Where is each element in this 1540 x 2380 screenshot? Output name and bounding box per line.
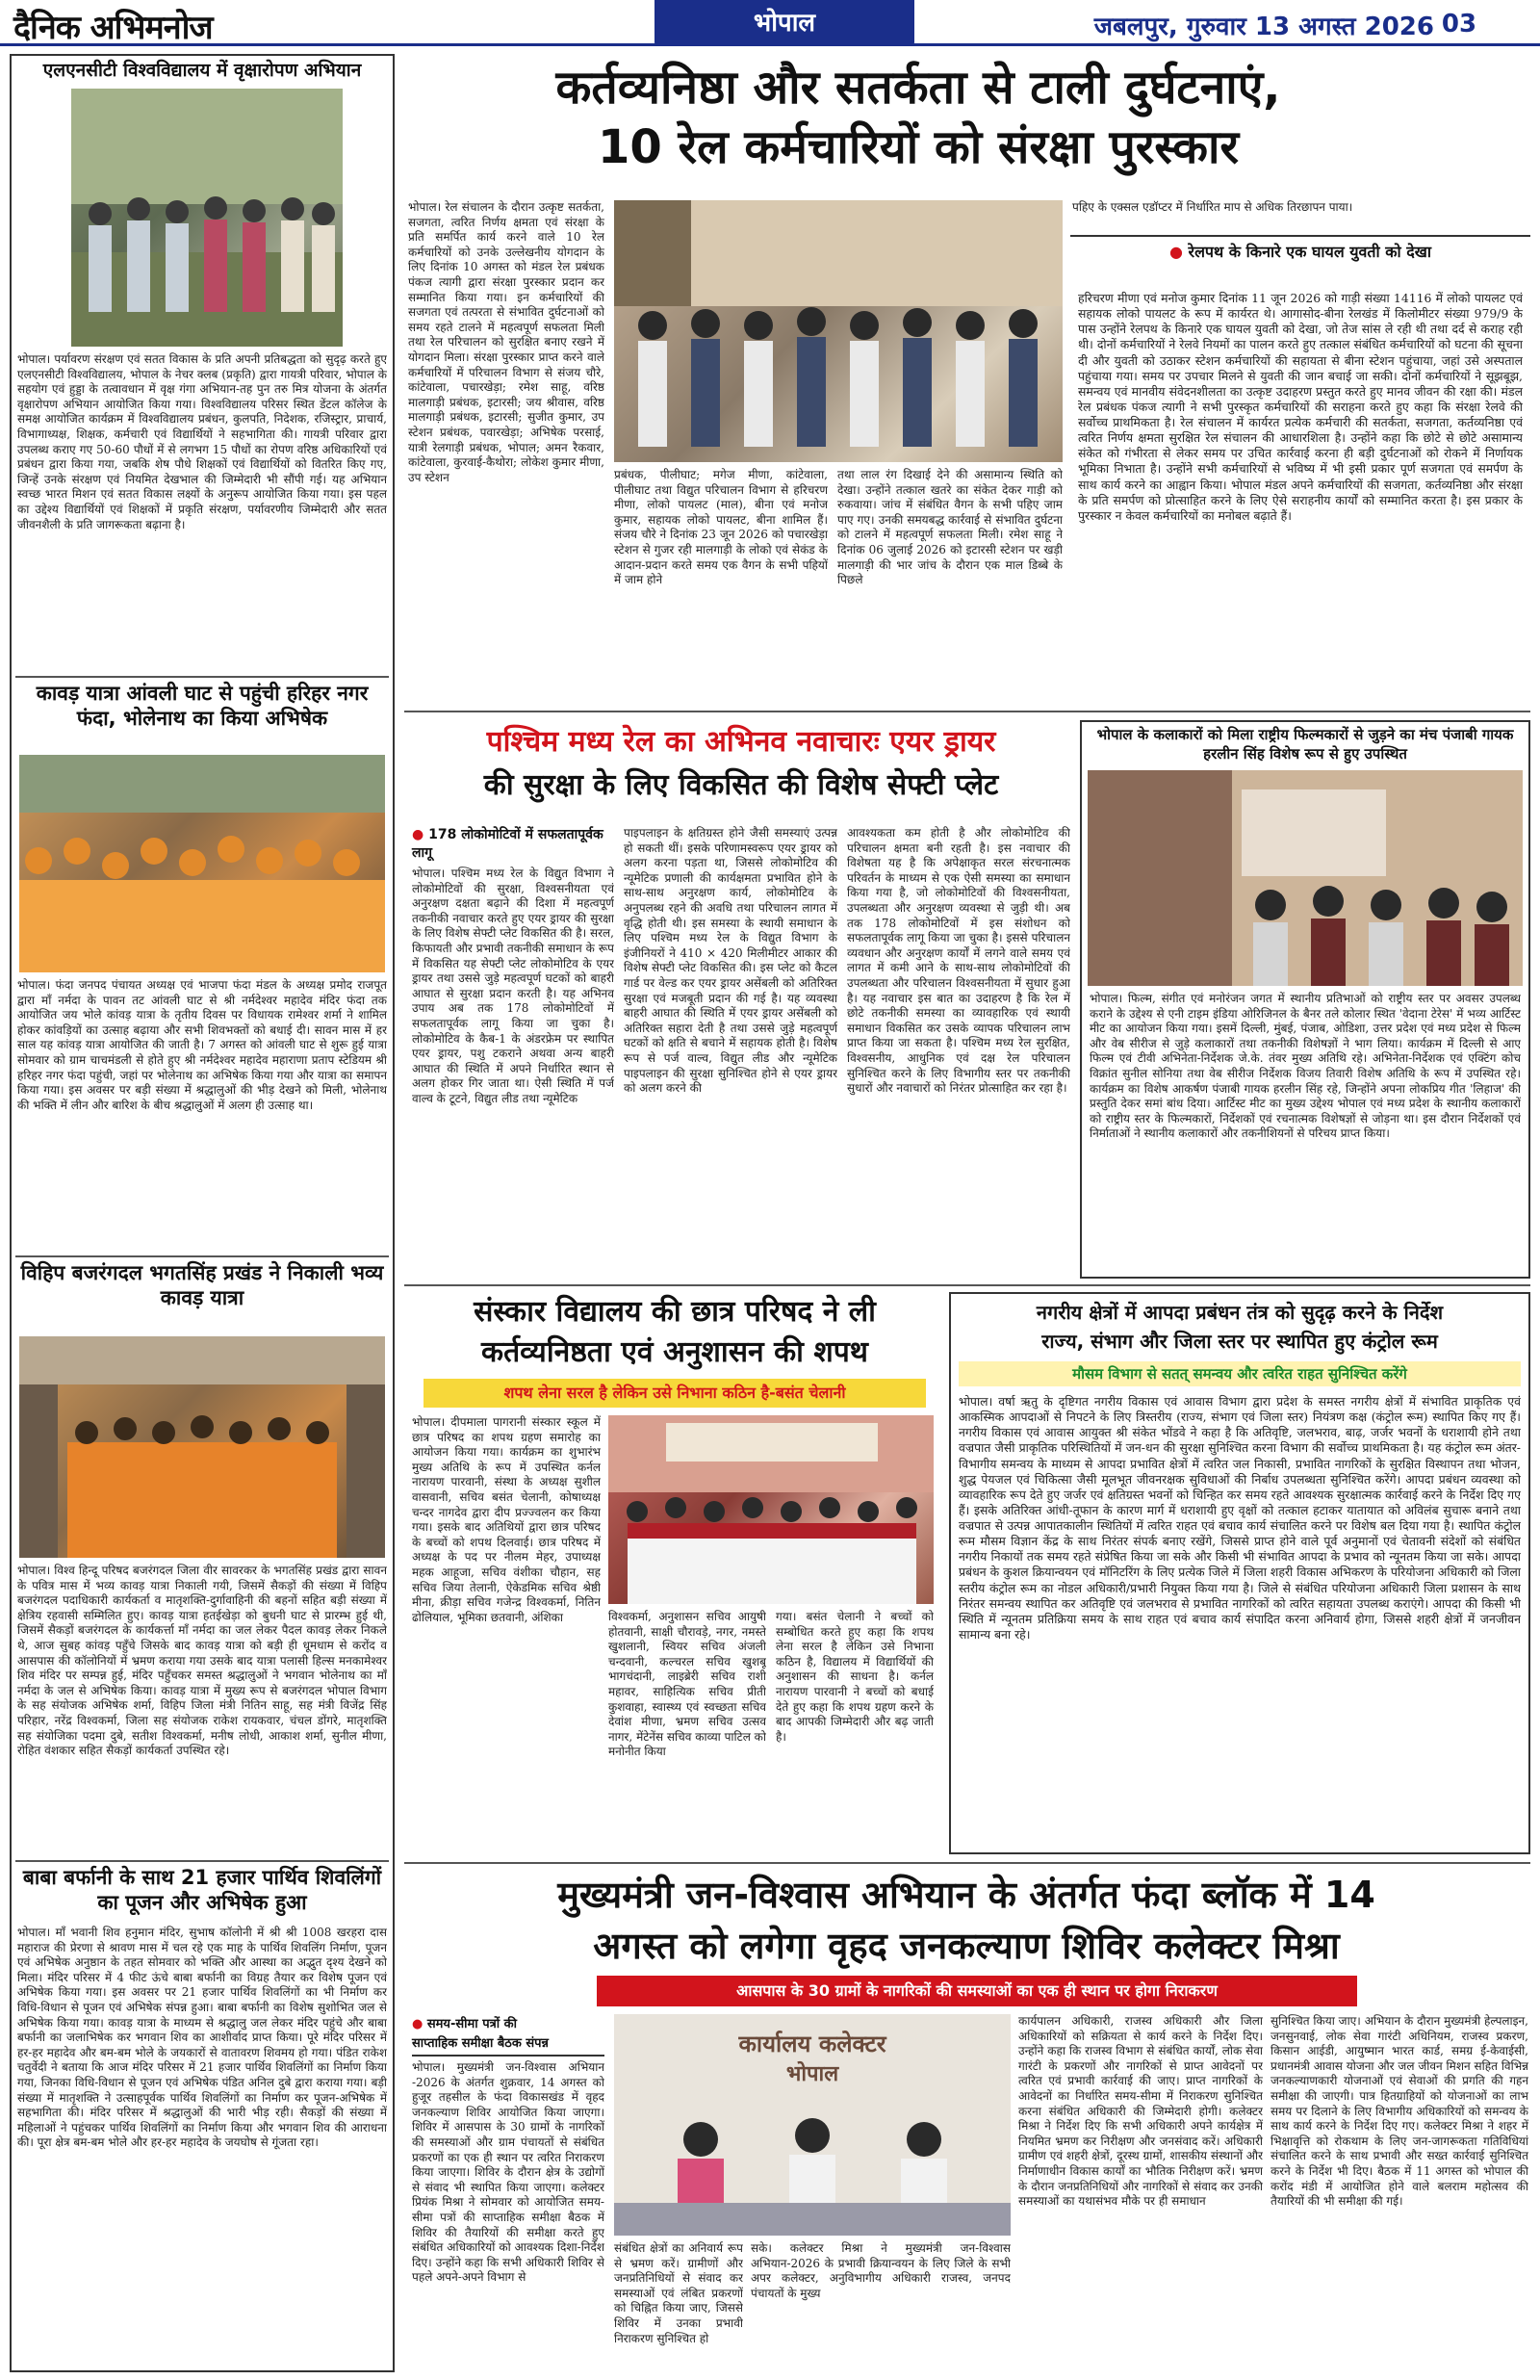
school-headline <box>408 1292 941 1373</box>
section-tab: भोपाल <box>654 0 914 46</box>
wcr-headline-line2: की सुरक्षा के लिए विकसित की विशेष सेफ्टी प्लेट <box>483 768 999 802</box>
sidebar-headline <box>1078 243 1523 263</box>
barfani-headline: बाबा बर्फानी के साथ 21 हजार पार्थिव शिवलिंगों का पूजन और अभिषेक हुआ <box>22 1866 382 1914</box>
lead-col4: पहिए के एक्सल एडॉप्टर में निर्धारित माप से अधिक तिरछापन पाया। <box>1072 200 1353 214</box>
divider <box>404 711 1530 712</box>
wcr-headline <box>408 720 1074 807</box>
kawad-headline: कावड़ यात्रा आंवली घाट से पहुंची हरिहर नगर फंदा, भोलेनाथ का किया अभिषेक <box>36 682 369 730</box>
collector-photo-art <box>614 2014 1011 2236</box>
vhp-photo-art <box>19 1336 385 1558</box>
collector-sign-line1: कार्यालय कलेक्टर <box>738 2031 886 2057</box>
sidebar-headline-text: रेलपथ के किनारे एक घायल युवती को देखा <box>1188 243 1431 261</box>
disaster-body: भोपाल। वर्षा ऋतु के दृष्टिगत नगरीय विकास एवं आवास विभाग द्वारा प्रदेश के समस्त नगरीय क्षेत्रों में संभावित प्राकृतिक एवं आकस्मिक आपदाओं से निपटने के लिए त्रिस्तरीय (राज्य, संभाग एवं जिला स्तर) नियंत्रण कक्ष (कंट्रोल रूम) स्थापित किए गए हैं। नगरीय विकास एवं आवास आयुक्त श्री संकेत भोंडवे ने कहा है कि अतिवृष्टि, जलभराव, बाढ़, जर्जर भवनों के धराशायी होने तथा वज्रपात जैसी प्राकृतिक परिस्थितियों में जन-धन की सुरक्षा सुनिश्चित करना विभाग की सर्वोच्च प्राथमिकता है। यह कंट्रोल रूम अंतर-विभागीय समन्वय के माध्यम से आपदा प्रभावित क्षेत्रों में त्वरित जल निकासी, प्रभावित नागरिकों के सुरक्षित विस्थापन तथा भोजन, शुद्ध पेयजल एवं चिकित्सा जैसी मूलभूत जीवनरक्षक सुविधाओं की निर्बाध उपलब्धता सुनिश्चित करेंगे। आपदा प्रबंधन व्यवस्था को व्यावहारिक रूप देते हुए जर्जर एवं क्षतिग्रस्त भवनों को चिन्हित कर समय रहते आवश्यक सुरक्षात्मक कार्रवाई करने के निर्देश दिए गए हैं। इसके अतिरिक्त आंधी-तूफान के कारण मार्ग में धराशायी हुए वृक्षों को तत्काल हटाकर यातायात को अविलंब सुचारू बनाने तथा वज्रपात से उत्पन्न आपातकालीन स्थितियों में त्वरित राहत एवं बचाव कार्य संचालित करने पर विशेष बल दिया गया है। स्थापित कंट्रोल रूम मौसम विज्ञान केंद्र के साथ निरंतर संपर्क बनाए रखेंगे, जिससे प्राप्त होने वाले पूर्व अनुमानों एवं चेतावनी संदेशों को संबंधित नगरीय निकायों तक समय रहते संप्रेषित किया जा सके और किसी भी संभावित आपदा के प्रभाव को न्यूनतम किया जा सके। आपदा प्रबंधन के कुशल क्रियान्वयन एवं मॉनिटरिंग के लिए प्रत्येक जिले में जिला शहरी विकास अभिकरण के परियोजना अधिकारी को जिला स्तरीय कंट्रोल रूम का नोडल अधिकारी/प्रभारी नियुक्त किया गया है। जिले से संबंधित परियोजना अधिकारी जिला प्रशासन के साथ निरंतर समन्वय स्थापित कर अतिवृष्टि एवं जलभराव से प्रभावित नागरिकों को त्वरित सहायता उपलब्ध कराएंगे। आपदा की किसी भी स्थिति में न्यूनतम प्रतिक्रिया समय के साथ राहत एवं बचाव कार्य संपादित करना अनिवार्य होगा, जिससे शहरी क्षेत्रों में जनजीवन सामान्य बना रहे। <box>959 1394 1521 1642</box>
cm-col4: कार्यपालन अधिकारी, राजस्व अधिकारी और जिला अधिकारियों को सक्रियता से कार्य करने के निर्देश दिए। उन्होंने कहा कि राजस्व विभाग से संबंधित कार्यों, लोक सेवा गारंटी के प्रकरणों और नागरिकों से प्राप्त आवेदनों पर त्वरित एवं प्रभावी कार्रवाई की जाए। प्राप्त नागरिकों के आवेदनों का निर्धारित समय-सीमा में निराकरण सुनिश्चित करना संबंधित अधिकारी की जिम्मेदारी होगी। कलेक्टर मिश्रा ने निर्देश दिए कि सभी अधिकारी अपने कार्यक्षेत्र में नियमित भ्रमण कर निरीक्षण और जनसंवाद करें। अधिकारी ग्रामीण एवं शहरी क्षेत्रों, दूरस्थ ग्रामों, शासकीय संस्थानों और निर्माणाधीन विकास कार्यों का भौतिक निरीक्षण करें। भ्रमण के दौरान जनप्रतिनिधियों और नागरिकों से संवाद कर उनकी समस्याओं का यथासंभव मौके पर ही समाधान <box>1018 2014 1263 2209</box>
lnct-body: भोपाल। पर्यावरण संरक्षण एवं सतत विकास के प्रति अपनी प्रतिबद्धता को सुदृढ़ करते हुए एलएनसीटी विश्वविद्यालय, भोपाल के नेचर क्लब (प्रकृति) द्वारा गायत्री परिवार, भोपाल के सहयोग एवं हुड्डा के तत्वावधान में वृक्ष गंगा अभियान-तह पुन तरु मित्र योजना के अंतर्गत वृक्षारोपण अभियान आयोजित किया गया। विश्वविद्यालय परिसर स्थित डेंटल कॉलेज के समक्ष आयोजित कार्यक्रम में विश्वविद्यालय प्रबंधन, कुलपति, निदेशक, रजिस्ट्रार, प्राचार्य, विभागाध्यक्ष, शिक्षक, कर्मचारी एवं विद्यार्थियों ने सहभागिता की। गायत्री परिवार द्वारा उपलब्ध कराए गए 50-60 पौधों में से लगभग 15 पौधों का रोपण वरिष्ठ अधिकारियों एवं प्रबंधन द्वारा किया गया, जबकि शेष पौधे शिक्षकों एवं विद्यार्थियों को वितरित किए गए, जिन्हें उनके संरक्षण एवं नियमित देखभाल की जिम्मेदारी भी सौंपी गई। यह अभियान स्वच्छ भारत मिशन एवं सतत विकास लक्ष्यों के अनुरूप आयोजित किया गया। इस पहल का उद्देश्य विद्यार्थियों एवं शिक्षकों में प्रकृति संरक्षण, पर्यावरणीय जिम्मेदारी और सतत जीवनशैली के प्रति जागरूकता बढ़ाना है। <box>17 352 387 531</box>
wcr-col3: आवश्यकता कम होती है और लोकोमोटिव की परिचालन क्षमता बनी रहती है। इस नवाचार की विशेषता यह है कि अपेक्षाकृत सरल संरचनात्मक परिवर्तन के माध्यम से एक ऐसी समस्या का समाधान किया गया है, जो लोकोमोटिवों की विश्वसनीयता, उपलब्धता और अनुरक्षण व्यवस्था से जुड़ी थी। अब तक 178 लोकोमोटिवों में इस संशोधन को सफलतापूर्वक लागू किया जा चुका है। इससे परिचालन व्यवधान और अनुरक्षण कार्यों में लगने वाले समय एवं लागत में कमी आने के साथ-साथ लोकोमोटिवों की उपलब्धता और परिचालन विश्वसनीयता में सुधार हुआ है। यह नवाचार इस बात का उदाहरण है कि रेल में छोटे तकनीकी समस्या का व्यावहारिक एवं स्थायी समाधान विकसित कर उसके व्यापक परिचालन लाभ प्राप्त किया जा सकता है। पश्चिम मध्य रेल सुरक्षित, विश्वसनीय, आधुनिक एवं दक्ष रेल परिचालन सुनिश्चित करने के लिए विभागीय स्तर पर तकनीकी सुधारों और नवाचारों को निरंतर प्रोत्साहित कर रहा है। <box>847 826 1070 1096</box>
cm-headline <box>408 1870 1525 1972</box>
school-headline-line1: संस्कार विद्यालय की छात्र परिषद ने ली <box>474 1295 876 1329</box>
barfani-body: भोपाल। माँ भवानी शिव हनुमान मंदिर, सुभाष कॉलोनी में श्री श्री 1008 खरहरा दास महाराज की प्रेरणा से श्रावण मास में चल रहे एक माह के पार्थिव शिवलिंग निर्माण, पूजन एवं अभिषेक अनुष्ठान के तहत सोमवार को भक्ति और आस्था का अद्भुत दृश्य देखने को मिला। मंदिर परिसर में 4 फीट ऊंचे बाबा बर्फानी का विग्रह तैयार कर विशेष पूजन एवं अभिषेक किया गया। इस अवसर पर 21 हजार पार्थिव शिवलिंगों का भी निर्माण कर विधि-विधान से पूजन एवं अभिषेक संपन्न हुआ। बाबा बर्फानी का विशेष सुशोभित जल से अभिषेक किया गया। कावड़ यात्रा के माध्यम से श्रद्धालु जल लेकर मंदिर पहुंचे और बाबा बर्फानी का जलाभिषेक कर भगवान शिव का आशीर्वाद प्राप्त किया। पूरे मंदिर परिसर में हर-हर महादेव और बम-बम भोले के जयकारों से वातावरण शिवमय हो गया। पंडित राकेश चतुर्वेदी ने बताया कि आज मंदिर परिसर में 21 हजार पार्थिव शिवलिंगों का निर्माण किया गया, जिनका विधि-विधान से पूजन एवं अभिषेक पंडित अनिल दुबे द्वारा कराया गया। बड़ी संख्या में मातृशक्ति ने उत्साहपूर्वक पार्थिव शिवलिंगों का निर्माण कर पूजन-अभिषेक में सहभागिता की। मंदिर परिसर में श्रद्धालुओं की भारी भीड़ रही। सैकड़ों की संख्या में महिलाओं ने पहुंचकर पार्थिव शिवलिंगों का निर्माण किया और भगवान शिव की आराधना की। पूरा क्षेत्र बम-बम भोले और हर-हर महादेव के जयघोष से गूंजता रहा। <box>17 1926 387 2150</box>
artists-photo-art <box>1088 770 1523 986</box>
cm-side-label2: साप्ताहिक समीक्षा बैठक संपन्न <box>412 2033 604 2057</box>
lnct-headline: एलएनसीटी विश्वविद्यालय में वृक्षारोपण अभियान <box>42 60 362 81</box>
newspaper-logo: दैनिक अभिमनोज <box>13 9 213 47</box>
cm-side-label-text: समय-सीमा पत्रों की <box>426 2017 517 2031</box>
divider <box>15 1860 389 1862</box>
lead-headline <box>408 58 1428 178</box>
artists-body: भोपाल। फिल्म, संगीत एवं मनोरंजन जगत में स्थानीय प्रतिभाओं को राष्ट्रीय स्तर पर अवसर उपलब्ध कराने के उद्देश्य से एनी टाइम इंडिया ओरिजिनल के बैनर तले कोलार स्थित 'वेदाना टेरेस' में भव्य आर्टिस्ट मीट का आयोजन किया गया। इसमें दिल्ली, मुंबई, पंजाब, ओडिशा, उत्तर प्रदेश एवं मध्य प्रदेश से फिल्म और वेब सीरीज से जुड़े कलाकारों तथा तकनीकी विशेषज्ञों ने भाग लिया। कार्यक्रम में दिल्ली से आए फिल्म एवं टीवी अभिनेता-निर्देशक जे.के. तंवर मुख्य अतिथि रहे। अभिनेता-निर्देशक एवं एक्टिंग कोच विक्रांत सुनील सोनिया तथा वेब सीरीज निर्देशक विजय तिवारी विशेष अतिथि के रूप में उपस्थित रहे। कार्यक्रम का विशेष आकर्षण पंजाबी गायक हरलीन सिंह रहे, जिन्होंने अपना लोकप्रिय गीत 'लिहाज' की प्रस्तुति देकर समां बांध दिया। आर्टिस्ट मीट का मुख्य उद्देश्य भोपाल एवं मध्य प्रदेश के स्थानीय कलाकारों को राष्ट्रीय स्तर के फिल्मकारों, निर्देशकों एवं रचनात्मक विशेषज्ञों से जोड़ना था। इस दौरान निर्देशकों एवं निर्माताओं ने स्थानीय कलाकारों और तकनीशियनों से परिचय प्राप्त किया। <box>1090 992 1521 1141</box>
wcr-headline-line1: पश्चिम मध्य रेल का अभिनव नवाचारः एयर ड्रायर <box>486 725 996 759</box>
school-headline-line2: कर्तव्यनिष्ठता एवं अनुशासन की शपथ <box>481 1335 868 1369</box>
bullet-icon: ● <box>412 2017 427 2031</box>
bullet-icon: ● <box>412 827 429 842</box>
kawad-photo-art <box>19 755 385 972</box>
divider <box>1070 235 1530 237</box>
school-col2: विश्वकर्मा, अनुशासन सचिव आयुषी होतवानी, साक्षी चौरावड़े, नगर, नमस्ते खुशलानी, स्वियर सचिव अंजली चन्दवानी, कल्चरल सचिव खुशबू भागचंदानी, लाइब्रेरी सचिव राशी महावर, साहित्यिक सचिव प्रीती कुशवाहा, स्वास्थ्य एवं स्वच्छता सचिव देवांश मीणा, भ्रमण सचिव उत्सव नागर, मेंटेनेंस सचिव काव्या पाटिल को मनोनीत किया <box>608 1610 766 1759</box>
collector-photo <box>614 2014 1011 2236</box>
sidebar-body: हरिचरण मीणा एवं मनोज कुमार दिनांक 11 जून 2026 को गाड़ी संख्या 14116 में लोको पायलट एवं सहायक लोको पायलट के रूप में कार्यरत थे। आगासोद-बीना रेलखंड में किलोमीटर संख्या 979/9 के पास उन्होंने रेलपथ के किनारे एक घायल युवती को देखा, जो तेज सांस ले रही थी तथा दर्द से कराह रही थी। दोनों कर्मचारियों ने रेलवे नियमों का पालन करते हुए तत्काल संबंधित कर्मचारियों को घटना की सूचना दी और युवती को उठाकर स्टेशन कर्मचारियों की सहायता से बीना स्टेशन पहुंचाया, जहां उसे अस्पताल पहुंचाया गया। समय पर उपचार मिलने से युवती की जान बचाई जा सकी। दोनों कर्मचारियों ने सूझबूझ, समन्वय एवं मानवीय संवेदनशीलता का उत्कृष्ट उदाहरण प्रस्तुत करते हुए मानव जीवन की रक्षा की। मंडल रेल प्रबंधक पंकज त्यागी ने सभी पुरस्कृत कर्मचारियों की सराहना करते हुए कहा कि संरक्षा रेलवे की सर्वोच्च प्राथमिकता है। रेल संचालन में कार्यरत प्रत्येक कर्मचारी की सतर्कता, सजगता, कर्तव्यनिष्ठा एवं त्वरित निर्णय क्षमता सुरक्षित रेल संचालन की आधारशिला है। उन्होंने कहा कि छोटे से छोटे असामान्य संकेत को गंभीरता से लेकर समय पर उचित कार्रवाई करना ही बड़ी दुर्घटनाओं को रोकने में निर्णायक भूमिका निभाता है। उन्होंने सभी कर्मचारियों से भविष्य में भी इसी प्रकार पूर्ण सजगता एवं समर्पण के साथ कार्य करने का आह्वान किया। भोपाल मंडल अपने कर्मचारियों की सजगता, कर्तव्यनिष्ठा और संरक्षा के प्रति समर्पण को प्रोत्साहित करने के लिए ऐसे सराहनीय कार्यों को सम्मानित करता है। इस प्रकार के पुरस्कार न केवल कर्मचारियों का मनोबल बढ़ाते हैं। <box>1078 291 1523 523</box>
bullet-icon: ● <box>1169 243 1189 261</box>
school-photo <box>608 1415 934 1604</box>
lead-col3: तथा लाल रंग दिखाई देने की असामान्य स्थिति को देखा। उन्होंने तत्काल खतरे का संकेत देकर गाड़ी को रुकवाया। जांच में संबंधित वैगन के सभी पहिए जाम पाए गए। उनकी समयबद्ध कार्रवाई से संभावित दुर्घटना को टालने में महत्वपूर्ण सफलता मिली। रमेश साहू ने दिनांक 06 जुलाई 2026 को इटारसी स्टेशन पर खड़ी मालगाड़ी की भार जांच के दौरान एक माल डिब्बे के पिछले <box>837 468 1063 587</box>
school-banner: शपथ लेना सरल है लेकिन उसे निभाना कठिन है-बसंत चेलानी <box>424 1379 926 1408</box>
collector-sign-line2: भोपाल <box>785 2062 839 2086</box>
kawad-body: भोपाल। फंदा जनपद पंचायत अध्यक्ष एवं भाजपा फंदा मंडल के अध्यक्ष प्रमोद राजपूत द्वारा माँ नर्मदा के पावन तट आंवली घाट से श्री नर्मदेश्वर महादेव मंदिर फंदा तक आयोजित जय भोले कांवड़ यात्रा के तृतीय दिवस पर विधायक रामेश्वर शर्मा ने शामिल होकर कांवड़ियों का उत्साह बढ़ाया और सभी शिवभक्तों को बधाई दी। सावन मास में हर साल यह कांवड़ यात्रा आयोजित की जाती है। 7 अगस्त को आंवली घाट से शुरू हुई यात्रा सोमवार को ग्राम चाचमंडली से होते हुए श्री नर्मदेश्वर महादेव महाराणा प्रताप स्टेडियम श्री हरिहर नगर फंदा पहुंची, जहां पर भोलेनाथ का अभिषेक किया गया और यात्रा का समापन किया गया। इस अवसर पर बड़ी संख्या में श्रद्धालुओं की भीड़ देखने को मिली, भोलेनाथ की भक्ति में लीन और बारिश के बीच श्रद्धालुओं में अलग ही उत्साह था। <box>17 978 387 1112</box>
vhp-body: भोपाल। विश्व हिन्दू परिषद बजरंगदल जिला वीर सावरकर के भगतसिंह प्रखंड द्वारा सावन के पवित्र मास में भव्य कावड़ यात्रा निकाली गयी, जिसमें सैकड़ों की संख्या में विहिप बजरंगदल पदाधिकारी कार्यकर्ता व मातृशक्ति-दुर्गावाहिनी की बहनों सहित बड़ी संख्या में क्षेत्रिय रहवासी सम्मिलित हुए। कावड़ यात्रा हतईखेड़ा को बुधनी घाट से प्रारम्भ हुई थी, जिसमें सैकड़ों बजरंगदल के कार्यकर्त्ता माँ नर्मदा का जल लेकर पैदल कावड़ लेकर निकले थे, आज सुबह कांवड़ पहुँचे जिसके बाद कावड़ यात्रा को बड़ी ही धूमधाम से करोंद व आसपास की कॉलोनियों में भ्रमण कराया गया उसके बाद यात्रा पलासी हिल्स मनकामेश्वर शिव मंदिर पर सम्पन्न हुई, मंदिर पहुँचकर समस्त श्रद्धालुओं ने भगवान भोलेनाथ का माँ नर्मदा के जल से अभिषेक किया। कावड़ यात्रा में मुख्य रूप से बजरंगदल भोपाल विभाग के सह संयोजक अभिषेक शर्मा, विहिप जिला मंत्री नितिन साहू, सह मंत्री विजेंद्र सिंह परिहार, नरेंद्र विश्वकर्मा, जिला सह संयोजक राकेश रायकवार, चंचल डोंगरे, मातृशक्ति सह संयोजिका पदमा दुबे, सतीश विश्वकर्मा, मनीष लोधी, आकाश शर्मा, सुनील मीणा, रोहित वंशकार सहित सैकड़ों कार्यकर्ता उपस्थित रहे। <box>17 1564 387 1758</box>
cm-col1: भोपाल। मुख्यमंत्री जन-विश्वास अभियान -2026 के अंतर्गत शुक्रवार, 14 अगस्त को हुजूर तहसील के फंदा विकासखंड में वृहद जनकल्याण शिविर आयोजित किया जाएगा। शिविर में आसपास के 30 ग्रामों के नागरिकों की समस्याओं और ग्राम पंचायतों से संबंधित प्रकरणों का एक ही स्थान पर त्वरित निराकरण किया जाएगा। शिविर के दौरान क्षेत्र के उद्योगों से संवाद भी स्थापित किया जाएगा। कलेक्टर प्रियंक मिश्रा ने सोमवार को आयोजित समय-सीमा पत्रों की साप्ताहिक समीक्षा बैठक में शिविर की तैयारियों की समीक्षा करते हुए संबंधित अधिकारियों को आवश्यक दिशा-निर्देश दिए। उन्होंने कहा कि सभी अधिकारी शिविर से पहले अपने-अपने विभाग से <box>412 2060 604 2285</box>
lead-col2: प्रबंधक, पीलीघाट; मगेज मीणा, कांटेवाला, पीलीघाट तथा विद्युत परिचालन विभाग से हरिचरण मीणा, लोको पायलट (माल), बीना एवं मनोज कुमार, सहायक लोको पायलट, बीना शामिल हैं। संजय चौरे ने दिनांक 23 जून 2026 को पचारखेड़ा स्टेशन से गुजर रही मालगाड़ी के लोको एवं सेकंड के आदान-प्रदान करते समय एक वैगन के सभी पहियों में जाम होने <box>614 468 828 587</box>
cm-col3: सके। कलेक्टर मिश्रा ने मुख्यमंत्री जन-विश्वास अभियान-2026 के प्रभावी क्रियान्वयन के लिए जिले के सभी अपर कलेक्टर, अनुविभागीय अधिकारी राजस्व, जनपद पंचायतों के मुख्य <box>751 2241 1011 2300</box>
school-col1: भोपाल। दीपमाला पागरानी संस्कार स्कूल में छात्र परिषद का शपथ ग्रहण समारोह का आयोजन किया गया। कार्यक्रम का शुभारंभ मुख्य अतिथि के रूप में उपस्थित कर्नल नारायण पारवानी, संस्था के अध्यक्ष सुशील वासवानी, सचिव बसंत चेलानी, कोषाध्यक्ष चन्दर नागदेव द्वारा दीप प्रज्ज्वलन कर किया गया। इसके बाद अतिथियों द्वारा छात्र परिषद के बच्चों को शपथ दिलवाई। छात्र परिषद में अध्यक्ष के पद पर नीलम मेहर, उपाध्यक्ष महक आहूजा, सचिव वंशीका चौहान, सह सचिव जिया तेलानी, ऐकेडमिक सचिव श्रेष्ठी मीना, क्रीड़ा सचिव गजेन्द्र विश्वकर्मा, नितिन ढोलियाल, भूमिका छतवानी, अंशिका <box>412 1415 601 1624</box>
divider <box>15 676 389 678</box>
award-photo-art <box>614 200 1063 462</box>
lnct-photo-art <box>71 89 343 347</box>
school-col3: गया। बसंत चेलानी ने बच्चों को सम्बोधित करते हुए कहा कि शपथ लेना सरल है लेकिन उसे निभाना कठिन है, विद्यालय में विद्यार्थियों की अनुशासन की साधना है। कर्नल नारायण पारवानी ने बच्चों को बधाई देते हुए कहा कि शपथ ग्रहण करने के बाद आपकी जिम्मेदारी और बढ़ जाती है। <box>776 1610 934 1744</box>
lead-headline-line2: 10 रेल कर्मचारियों को संरक्षा पुरस्कार <box>597 120 1240 175</box>
disaster-subtitle: मौसम विभाग से सतत् समन्वय और त्वरित राहत सुनिश्चित करेंगे <box>959 1361 1521 1386</box>
divider <box>404 1284 1530 1286</box>
artists-headline: भोपाल के कलाकारों को मिला राष्ट्रीय फिल्मकारों से जुड़ने का मंच पंजाबी गायक हरलीन सिंह विशेष रूप से हुए उपस्थित <box>1096 726 1514 763</box>
wcr-col2: पाइपलाइन के क्षतिग्रस्त होने जैसी समस्याएं उत्पन्न हो सकती थीं। इसके परिणामस्वरूप एयर ड्रायर को अलग करना पड़ता था, जिससे लोकोमोटिव की न्यूमेटिक प्रणाली की कार्यक्षमता प्रभावित होने के साथ-साथ अनुरक्षण कार्य, लोकोमोटिव के अनुपलब्ध रहने की अवधि तथा परिचालन लागत में वृद्धि होती थी। इस समस्या के स्थायी समाधान के लिए पश्चिम मध्य रेल के विद्युत विभाग के इंजीनियरों ने 410 × 420 मिलीमीटर आकार की विशेष सेफ्टी प्लेट विकसित की। इस प्लेट को कैटल गार्ड पर वेल्ड कर एयर ड्रायर असेंबली को अतिरिक्त सुरक्षा एवं मजबूती प्रदान की गई है। यह व्यवस्था बाहरी आघात की स्थिति में एयर ड्रायर असेंबली को अतिरिक्त सहारा देती है तथा उससे जुड़े महत्वपूर्ण घटकों को क्षति से बचाने में सहायक होती है। विशेष रूप से पर्ज वाल्व, विद्युत लीड और न्यूमेटिक पाइपलाइन की सुरक्षा सुनिश्चित होने से एयर ड्रायर को अलग करने की <box>624 826 837 1096</box>
vhp-photo <box>19 1336 385 1558</box>
kawad-photo <box>19 755 385 972</box>
dateline: जबलपुर, गुरुवार 13 अगस्त 2026 <box>1093 13 1434 41</box>
lnct-photo <box>71 89 343 347</box>
cm-col2: संबंधित क्षेत्रों का अनिवार्य रूप से भ्रमण करें। ग्रामीणों और जनप्रतिनिधियों से संवाद कर समस्याओं एवं लंबित प्रकरणों को चिह्नित किया जाए, जिससे शिविर में उनका प्रभावी निराकरण सुनिश्चित हो <box>614 2241 743 2345</box>
page-number: 03 <box>1441 10 1477 39</box>
disaster-headline-line2: राज्य, संभाग और जिला स्तर पर स्थापित हुए कंट्रोल रूम <box>1041 1330 1438 1353</box>
cm-headline-line2: अगस्त को लगेगा वृहद जनकल्याण शिविर कलेक्टर मिश्रा <box>593 1925 1340 1968</box>
wcr-col1: भोपाल। पश्चिम मध्य रेल के विद्युत विभाग ने लोकोमोटिवों की सुरक्षा, विश्वसनीयता एवं अनुरक्षण दक्षता बढ़ाने की दिशा में महत्वपूर्ण तकनीकी नवाचार करते हुए एयर ड्रायर की सुरक्षा के लिए विशेष सेफ्टी प्लेट विकसित की है। सरल, किफायती और प्रभावी तकनीकी समाधान के रूप में विकसित यह सेफ्टी प्लेट लोकोमोटिव के एयर ड्रायर तथा उससे जुड़े महत्वपूर्ण घटकों को बाहरी आघात से सुरक्षा प्रदान करती है। यह अभिनव उपाय अब तक 178 लोकोमोटिवों में सफलतापूर्वक लागू किया जा चुका है। लोकोमोटिव के कैब-1 के अंडरफ्रेम पर स्थापित एयर ड्रायर, पशु टकराने अथवा अन्य बाहरी आघात की स्थिति में अपने निर्धारित स्थान से अलग होकर गिर जाता था। ऐसी स्थिति में पर्ज वाल्व के टूटने, विद्युत लीड तथा न्यूमेटिक <box>412 867 614 1105</box>
vhp-headline: विहिप बजरंगदल भगतसिंह प्रखंड ने निकाली भव्य कावड़ यात्रा <box>20 1261 384 1309</box>
cm-headline-line1: मुख्यमंत्री जन-विश्वास अभियान के अंतर्गत फंदा ब्लॉक में 14 <box>557 1874 1375 1916</box>
artists-photo <box>1088 770 1523 986</box>
disaster-headline <box>959 1298 1521 1356</box>
wcr-highlight-text: 178 लोकोमोटिवों में सफलतापूर्वक लागू <box>412 827 603 861</box>
disaster-headline-line1: नगरीय क्षेत्रों में आपदा प्रबंधन तंत्र को सुदृढ़ करने के निर्देश <box>1036 1301 1444 1324</box>
cm-banner: आसपास के 30 ग्रामों के नागरिकों की समस्याओं का एक ही स्थान पर होगा निराकरण <box>597 1976 1357 2006</box>
cm-side-label <box>412 2014 604 2031</box>
award-photo <box>614 200 1063 462</box>
wcr-highlight <box>412 826 614 863</box>
school-photo-art <box>608 1415 934 1604</box>
lead-headline-line1: कर्तव्यनिष्ठा और सतर्कता से टाली दुर्घटनाएं, <box>555 61 1281 115</box>
divider <box>15 1255 389 1257</box>
divider <box>404 1862 1530 1864</box>
cm-col5: सुनिश्चित किया जाए। अभियान के दौरान मुख्यमंत्री हेल्पलाइन, जनसुनवाई, लोक सेवा गारंटी अधिनियम, राजस्व प्रकरण, किसान आईडी, आयुष्मान भारत कार्ड, समग्र ई-केवाईसी, प्रधानमंत्री आवास योजना और जल जीवन मिशन सहित विभिन्न जनकल्याणकारी योजनाओं एवं सेवाओं की प्रगति की गहन समीक्षा की जाएगी। पात्र हितग्राहियों को योजनाओं का लाभ समय पर दिलाने के लिए विभागीय अधिकारियों को समन्वय के साथ कार्य करने के निर्देश दिए गए। कलेक्टर मिश्रा ने शहर में भिक्षावृत्ति को रोकथाम के लिए जन-जागरूकता गतिविधियां संचालित करने के साथ प्रभावी और सख्त कार्रवाई सुनिश्चित करने के निर्देश भी दिए। बैठक में 11 अगस्त को भोपाल की करोंद मंडी में आयोजित होने वाले बलराम महोत्सव की तैयारियों की भी समीक्षा की गई। <box>1270 2014 1528 2209</box>
lead-col1: भोपाल। रेल संचालन के दौरान उत्कृष्ट सतर्कता, सजगता, त्वरित निर्णय क्षमता एवं संरक्षा के प्रति समर्पित कार्य करने वाले 10 रेल कर्मचारियों को उनके उल्लेखनीय योगदान के लिए दिनांक 10 अगस्त को मंडल रेल प्रबंधक पंकज त्यागी द्वारा संरक्षा पुरस्कार प्रदान कर सम्मानित किया गया। इन कर्मचारियों की सजगता एवं तत्परता से संभावित दुर्घटनाओं को समय रहते टालने में महत्वपूर्ण सफलता मिली तथा रेल परिचालन को सुरक्षित बनाए रखने में योगदान मिला। संरक्षा पुरस्कार प्राप्त करने वाले कर्मचारियों में परिचालन विभाग से संजय चौरे, कांटेवाला, पचारखेड़ा; रमेश साहू, वरिष्ठ मालगाड़ी प्रबंधक, इटारसी; जय श्रीवास, वरिष्ठ मालगाड़ी प्रबंधक, इटारसी; सुजीत कुमार, उप स्टेशन प्रबंधक, पवारखेड़ा; अभिषेक परसाई, यात्री रेलगाड़ी प्रबंधक, भोपाल; अमन रैकवार, कांटेवाला, कुरवाई-कैथोरा; लोकेश कुमार मीणा, उप स्टेशन <box>408 200 604 484</box>
